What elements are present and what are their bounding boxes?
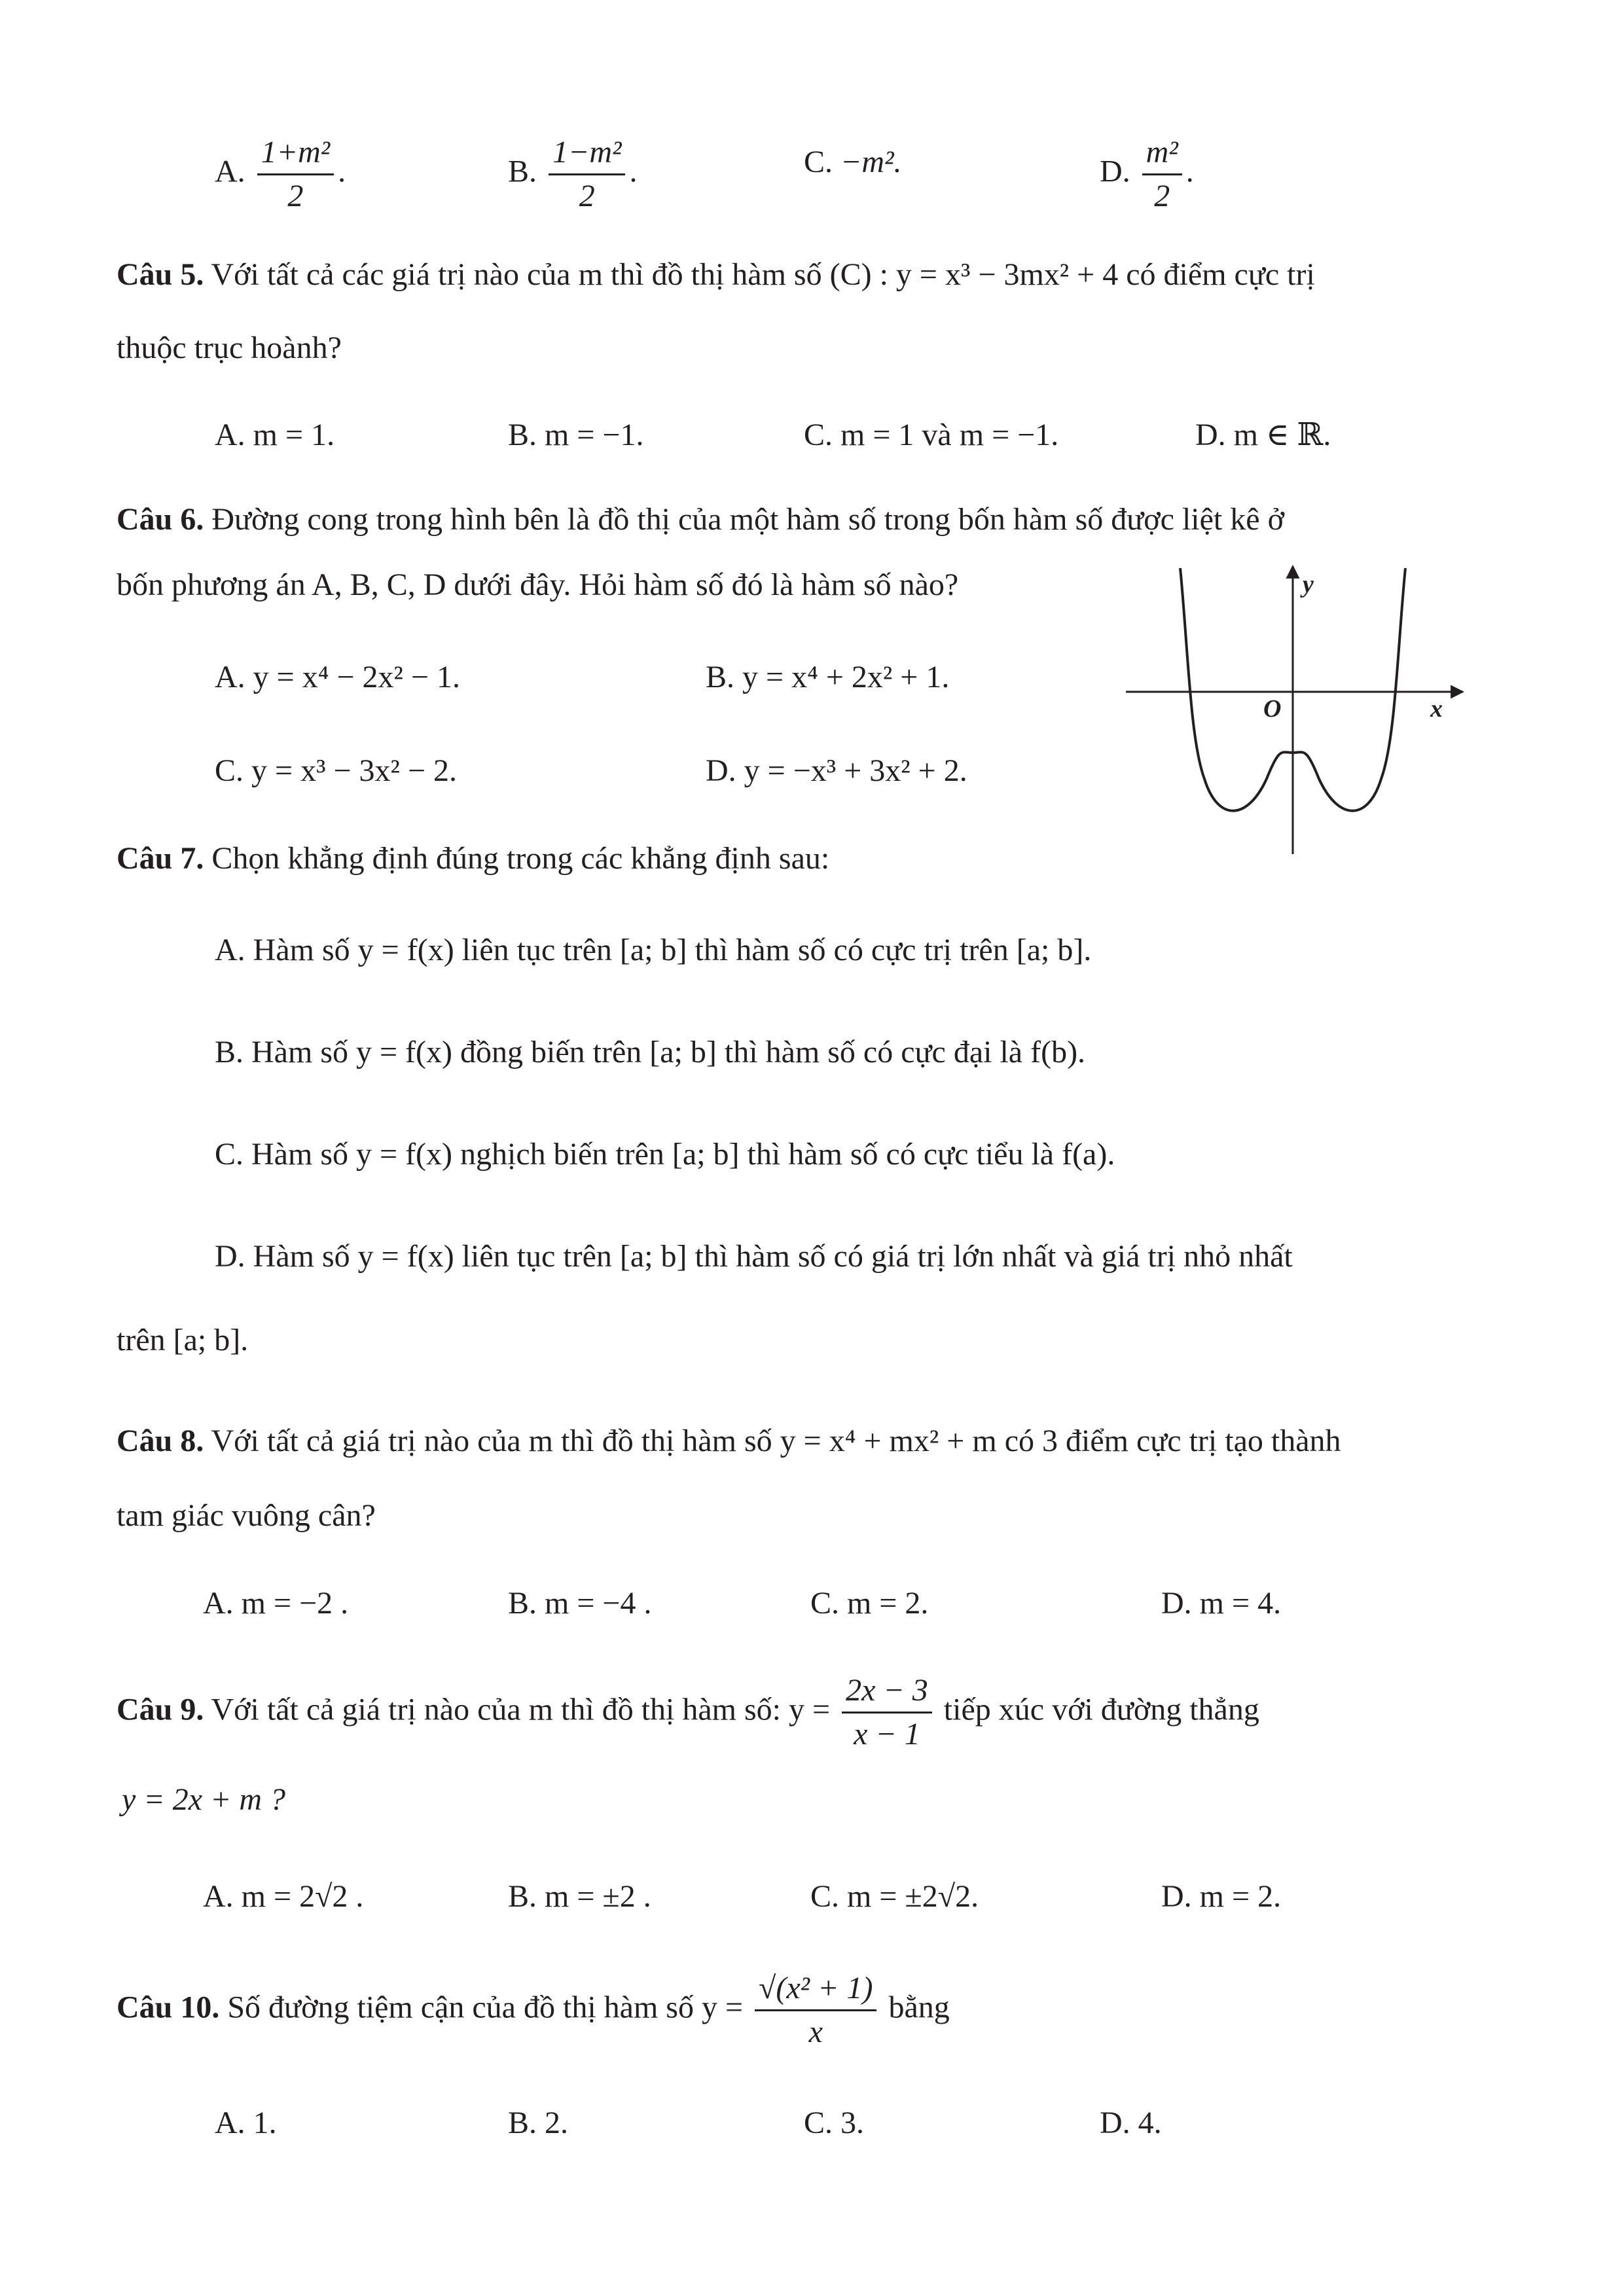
question-label: Câu 8. xyxy=(117,1424,204,1458)
numerator: 2x − 3 xyxy=(842,1672,932,1713)
q7-intro xyxy=(117,840,829,877)
q9-option-d: D. m = 2. xyxy=(1161,1879,1282,1914)
numerator: √(x² + 1) xyxy=(755,1970,876,2011)
q5-line2: thuộc trục hoành? xyxy=(117,331,342,365)
numerator: 1+m² xyxy=(257,134,334,175)
q4-option-c xyxy=(804,144,901,181)
tail: . xyxy=(629,154,638,189)
numerator: 1−m² xyxy=(549,134,625,175)
q7-option-a: A. Hàm số y = f(x) liên tục trên [a; b] thì hàm số có cực trị trên [a; b]. xyxy=(215,933,1092,967)
q9-line1 xyxy=(117,1672,1259,1753)
question-label: Câu 9. xyxy=(117,1692,204,1727)
option-label: A. xyxy=(215,154,245,189)
q4-option-a xyxy=(215,134,346,215)
denominator: 2 xyxy=(287,179,304,213)
q6-option-c: C. y = x³ − 3x² − 2. xyxy=(215,753,458,788)
q9-line2: y = 2x + m ? xyxy=(122,1782,286,1817)
tail: . xyxy=(338,154,346,189)
question-label: Câu 5. xyxy=(117,257,204,292)
denominator: 2 xyxy=(579,179,595,213)
q10-option-a: A. 1. xyxy=(215,2106,277,2140)
q8-option-b: B. m = −4 . xyxy=(508,1586,652,1621)
question-text: Số đường tiệm cận của đồ thị hàm số y = xyxy=(227,1990,744,2025)
q4-option-b xyxy=(508,134,637,215)
function-graph xyxy=(1113,556,1479,864)
question-text: Chọn khẳng định đúng trong các khẳng định sau: xyxy=(211,841,830,876)
question-label: Câu 7. xyxy=(117,841,204,876)
q8-option-d: D. m = 4. xyxy=(1161,1586,1282,1621)
q9-option-b: B. m = ±2 . xyxy=(508,1879,651,1914)
denominator: 2 xyxy=(1154,179,1170,213)
fraction xyxy=(842,1672,932,1753)
fraction xyxy=(755,1970,876,2051)
option-label: C. xyxy=(804,145,833,179)
question-text-continued: tiếp xúc với đường thẳng xyxy=(943,1692,1259,1727)
q4-option-d xyxy=(1100,134,1194,215)
q6-option-a: A. y = x⁴ − 2x² − 1. xyxy=(215,660,460,694)
fraction xyxy=(257,134,334,215)
q6-line1 xyxy=(117,501,1284,538)
q10-option-b: B. 2. xyxy=(508,2106,569,2140)
q10-option-d: D. 4. xyxy=(1100,2106,1162,2140)
question-text: Với tất cả các giá trị nào của m thì đồ thị hàm số (C) : y = x³ − 3mx² + 4 có điểm cực trị xyxy=(211,257,1315,292)
q5-option-b: B. m = −1. xyxy=(508,418,644,452)
question-label: Câu 6. xyxy=(117,502,204,537)
fraction xyxy=(1142,134,1182,215)
fraction xyxy=(549,134,625,215)
option-label: B. xyxy=(508,154,537,189)
denominator: x xyxy=(808,2015,823,2049)
q9-option-c: C. m = ±2√2. xyxy=(810,1879,979,1914)
q5-option-d: D. m ∈ ℝ. xyxy=(1195,418,1331,452)
origin-label: O xyxy=(1263,695,1282,723)
denominator: x − 1 xyxy=(854,1717,920,1751)
q6-line2: bốn phương án A, B, C, D dưới đây. Hỏi hàm số đó là hàm số nào? xyxy=(117,567,959,602)
question-text-continued: bằng xyxy=(888,1990,950,2025)
q8-line1 xyxy=(117,1423,1341,1460)
q6-option-b: B. y = x⁴ + 2x² + 1. xyxy=(706,660,950,694)
q8-option-a: A. m = −2 . xyxy=(203,1586,349,1621)
q8-option-c: C. m = 2. xyxy=(810,1586,929,1621)
question-text: Với tất cả giá trị nào của m thì đồ thị hàm số y = x⁴ + mx² + m có 3 điểm cực trị tạo thành xyxy=(211,1424,1341,1458)
q8-line2: tam giác vuông cân? xyxy=(117,1498,376,1533)
q7-option-b: B. Hàm số y = f(x) đồng biến trên [a; b] thì hàm số có cực đại là f(b). xyxy=(215,1035,1086,1069)
question-text: Với tất cả giá trị nào của m thì đồ thị hàm số: y = xyxy=(211,1692,831,1727)
tail: . xyxy=(1185,154,1194,189)
q10-line1 xyxy=(117,1970,950,2051)
q7-option-d-line1: D. Hàm số y = f(x) liên tục trên [a; b] thì hàm số có giá trị lớn nhất và giá trị nhỏ nhất xyxy=(215,1239,1293,1274)
option-label: D. xyxy=(1100,154,1130,189)
q5-line1 xyxy=(117,257,1315,293)
y-axis-label: y xyxy=(1303,571,1314,598)
x-axis-label: x xyxy=(1430,695,1443,723)
q10-option-c: C. 3. xyxy=(804,2106,865,2140)
option-expr: −m². xyxy=(840,145,902,179)
q9-option-a: A. m = 2√2 . xyxy=(203,1879,364,1914)
q7-option-d-line2: trên [a; b]. xyxy=(117,1323,249,1357)
numerator: m² xyxy=(1142,134,1182,175)
q5-option-a: A. m = 1. xyxy=(215,418,335,452)
q7-option-c: C. Hàm số y = f(x) nghịch biến trên [a; b] thì hàm số có cực tiểu là f(a). xyxy=(215,1137,1115,1172)
q6-option-d: D. y = −x³ + 3x² + 2. xyxy=(706,753,967,788)
question-label: Câu 10. xyxy=(117,1990,220,2025)
q5-option-c: C. m = 1 và m = −1. xyxy=(804,418,1059,452)
question-text: Đường cong trong hình bên là đồ thị của một hàm số trong bốn hàm số được liệt kê ở xyxy=(211,502,1284,537)
